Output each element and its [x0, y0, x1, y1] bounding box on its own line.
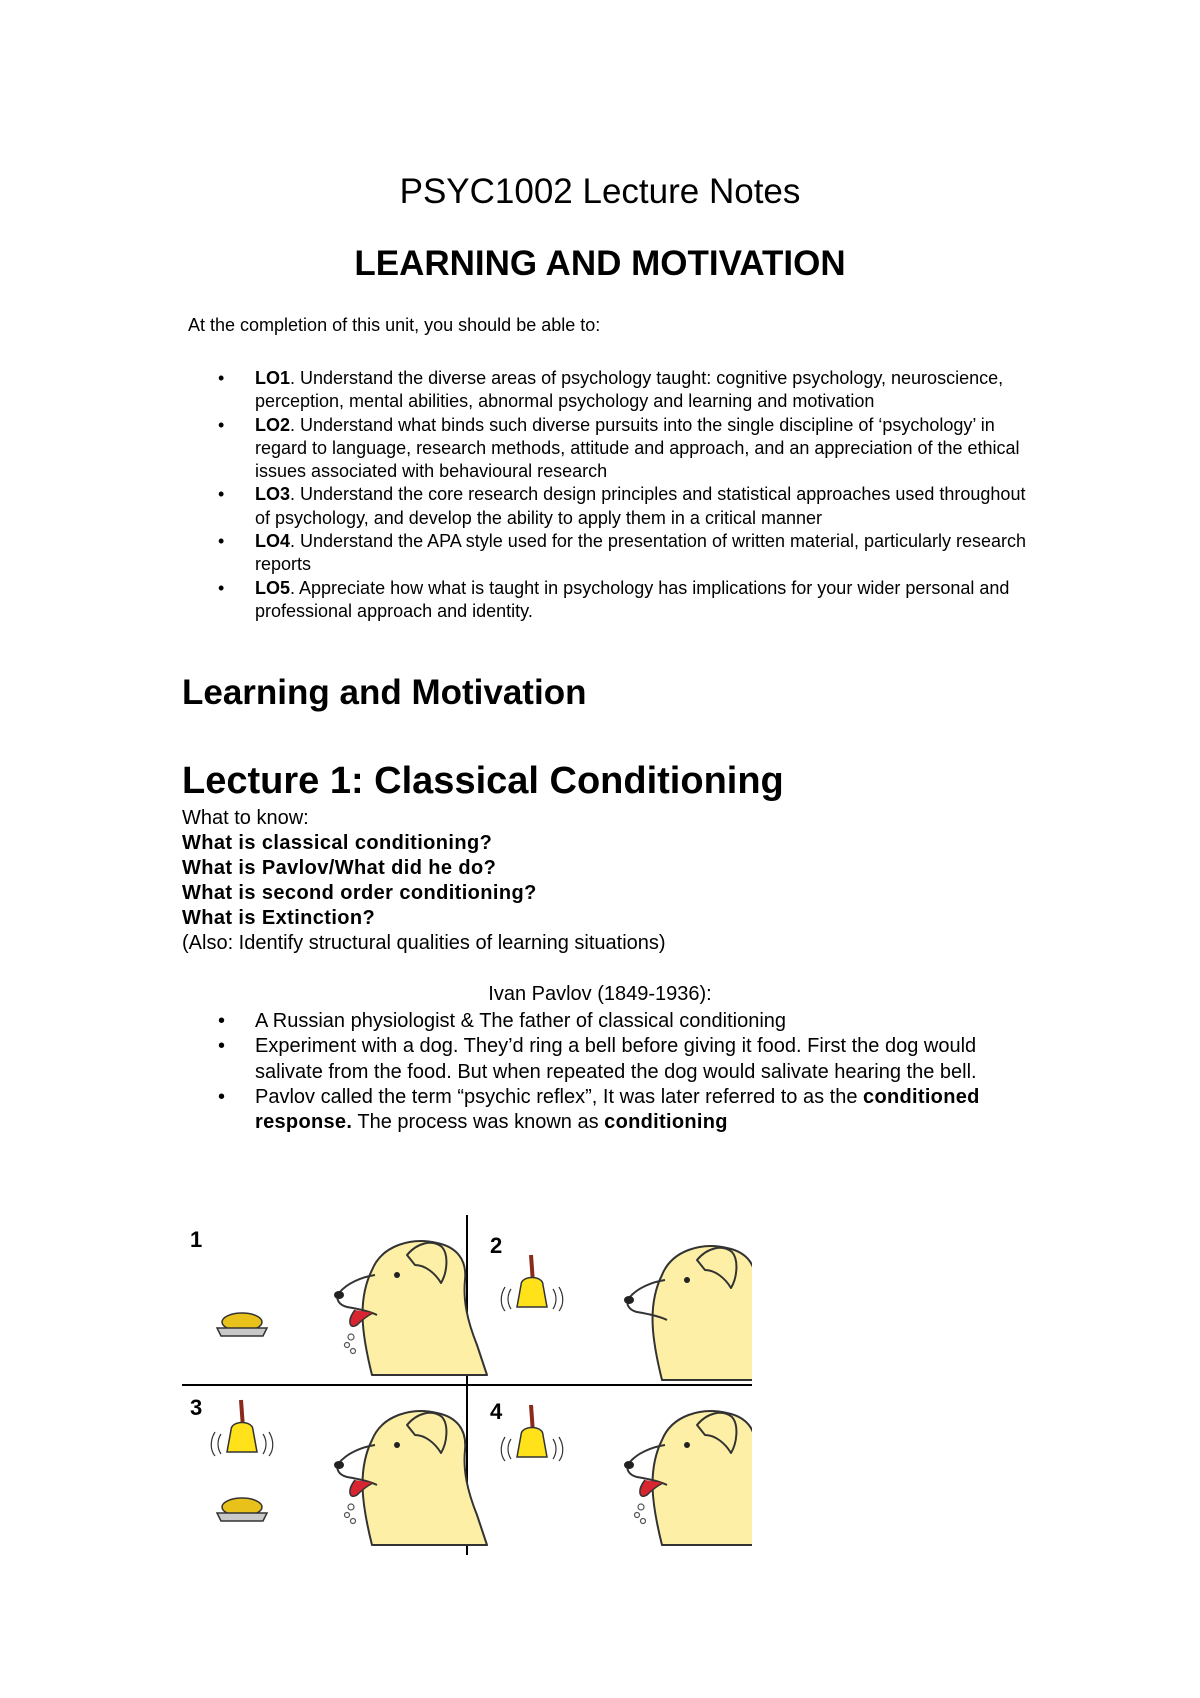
panel-label: 3 — [190, 1395, 203, 1420]
outcome-code: LO5 — [255, 577, 291, 598]
point-text-mid: The process was known as — [352, 1111, 605, 1134]
outcome-code: LO2 — [255, 414, 291, 435]
point-text: A Russian physiologist & The father of classical conditioning — [255, 1010, 787, 1032]
bell-icon — [211, 1400, 273, 1456]
point-text: Experiment with a dog. They’d ring a bell before giving it food. First the dog would salivate from the food. But when repeated the dog would salivate hearing the bell. — [255, 1035, 977, 1083]
course-title: PSYC1002 Lecture Notes — [399, 172, 801, 211]
nose-icon — [624, 1296, 634, 1304]
bullet-icon: • — [218, 531, 225, 552]
list-item — [188, 530, 1038, 577]
bullet-icon: • — [218, 577, 225, 598]
nose-icon — [624, 1461, 634, 1469]
pavlov-title: Ivan Pavlov (1849-1936): — [488, 983, 712, 1005]
question-item: What is classical conditioning? — [182, 832, 493, 854]
bullet-icon: • — [218, 368, 225, 388]
outcome-text: . Appreciate how what is taught in psychology has implications for your wider personal and professional approach and identity. — [255, 577, 1010, 621]
also-note: (Also: Identify structural qualities of learning situations) — [182, 932, 666, 954]
outcome-text: . Understand the APA style used for the presentation of written material, particularly research reports — [255, 531, 1027, 575]
list-item — [188, 483, 1038, 530]
eye-icon — [684, 1277, 690, 1283]
term-conditioned-response: conditioned response. — [255, 1085, 980, 1134]
nose-icon — [334, 1461, 344, 1469]
what-to-know-block — [182, 806, 666, 956]
saliva-icon — [345, 1334, 356, 1354]
lecture-heading: Lecture 1: Classical Conditioning — [182, 760, 784, 802]
question-item: What is second order conditioning? — [182, 882, 537, 904]
list-item — [188, 367, 1038, 414]
question-item: What is Pavlov/What did he do? — [182, 857, 497, 879]
list-item — [188, 1034, 1008, 1085]
outcome-text: . Understand the core research design principles and statistical approaches used throughout of psychology, and develop the ability to apply them in a critical manner — [255, 484, 1026, 528]
pavlov-conditioning-figure — [182, 1215, 752, 1555]
dog-icon — [334, 1411, 487, 1545]
bowl-icon — [217, 1513, 267, 1521]
eye-icon — [394, 1442, 400, 1448]
food-bowl-icon — [217, 1313, 267, 1336]
outcome-code: LO4 — [255, 531, 291, 552]
panel-label: 4 — [490, 1399, 503, 1424]
dog-icon — [624, 1246, 752, 1380]
dog-icon — [624, 1411, 752, 1545]
bullet-icon: • — [218, 414, 225, 435]
intro-text: At the completion of this unit, you should be able to: — [188, 315, 601, 335]
bullet-icon: • — [218, 1085, 226, 1108]
point-text-pre: Pavlov called the term “psychic reflex”, It was later referred to as the — [255, 1085, 864, 1108]
question-item: What is Extinction? — [182, 907, 376, 929]
bowl-icon — [217, 1328, 267, 1336]
outcome-code: LO3 — [255, 484, 291, 505]
bullet-icon: • — [218, 484, 225, 505]
list-item — [188, 577, 1038, 624]
bullet-icon: • — [218, 1010, 226, 1032]
panel-label: 1 — [190, 1227, 203, 1252]
pavlov-points-list — [188, 1009, 1008, 1135]
bell-icon — [501, 1405, 563, 1461]
main-heading: LEARNING AND MOTIVATION — [354, 244, 846, 283]
panel-label: 2 — [490, 1233, 503, 1258]
section-heading: Learning and Motivation — [182, 673, 587, 712]
saliva-icon — [345, 1504, 356, 1524]
what-to-know-label: What to know: — [182, 807, 309, 829]
saliva-icon — [635, 1504, 646, 1524]
bell-icon — [501, 1255, 563, 1311]
outcome-text: . Understand the diverse areas of psychology taught: cognitive psychology, neuroscience, perception, mental abilities, abnormal psychology and learning and motivation — [255, 368, 1004, 412]
food-bowl-icon — [217, 1498, 267, 1521]
outcome-code: LO1 — [255, 368, 291, 388]
nose-icon — [334, 1291, 344, 1299]
outcome-text: . Understand what binds such diverse pursuits into the single discipline of ‘psychology’ in regard to language, research methods, attitude and approach, and an appreciation of the ethical issues associated with behavioural research — [255, 414, 1020, 482]
dog-icon — [334, 1241, 487, 1375]
learning-outcomes-list — [188, 367, 1038, 623]
list-item — [188, 414, 1038, 484]
eye-icon — [684, 1442, 690, 1448]
list-item — [188, 1085, 1008, 1136]
bullet-icon: • — [218, 1035, 226, 1058]
list-item — [188, 1009, 1008, 1034]
term-conditioning: conditioning — [604, 1111, 728, 1134]
eye-icon — [394, 1272, 400, 1278]
